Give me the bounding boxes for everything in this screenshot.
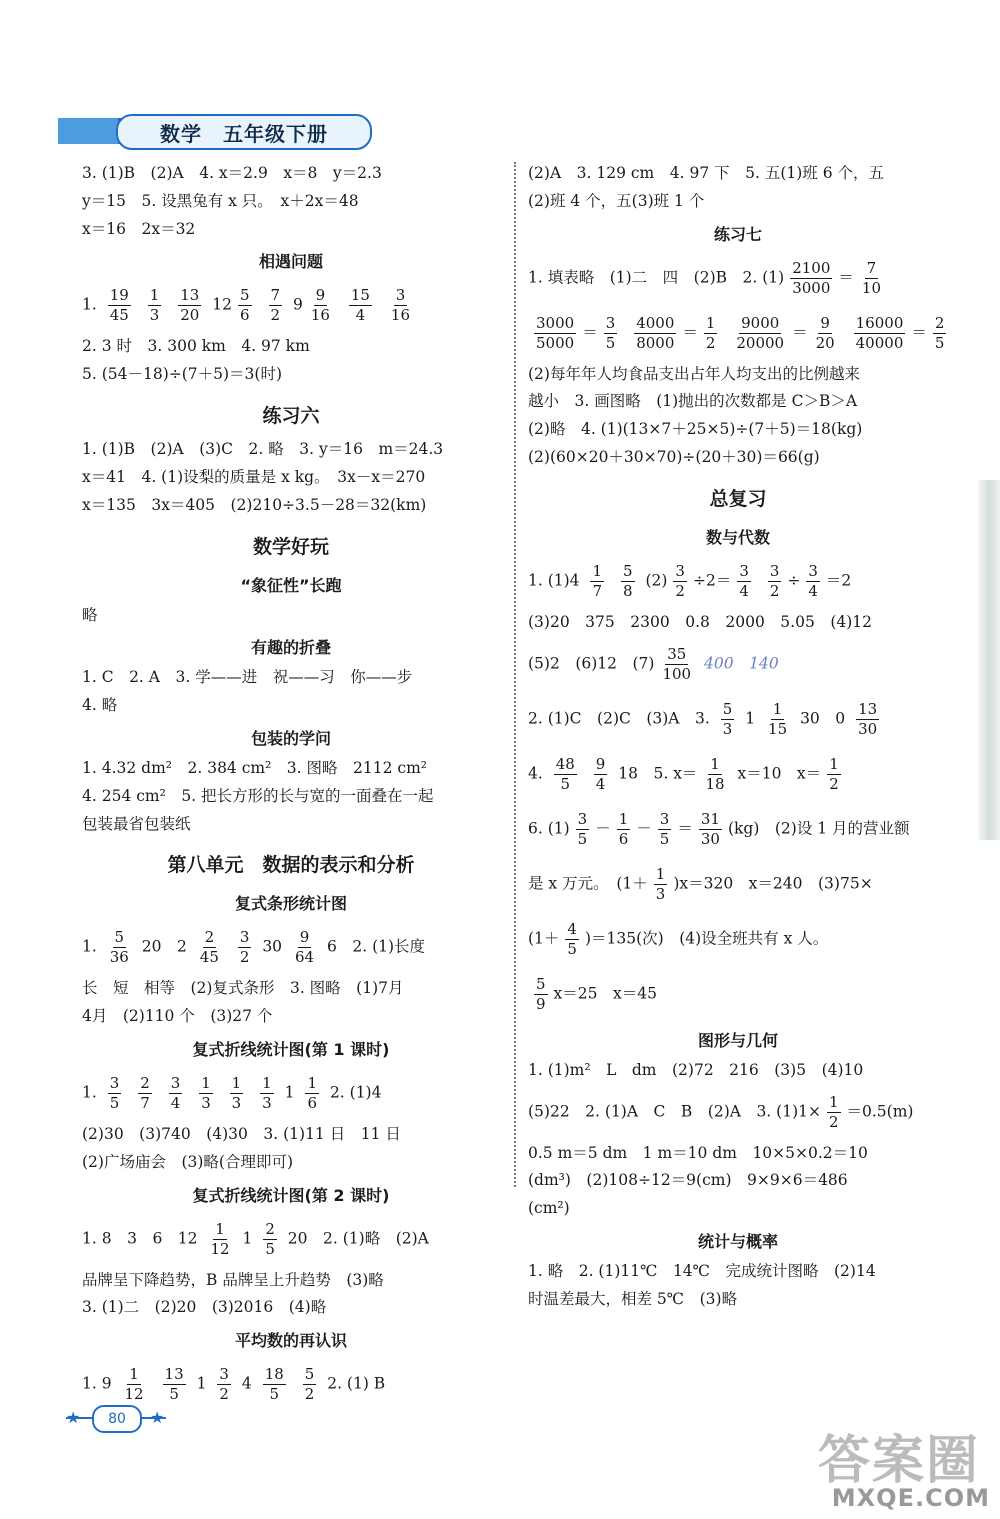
text-line (528, 747, 948, 802)
text-line: 4. 254 cm² 5. 把长方形的长与宽的一面叠在一起 (82, 786, 434, 805)
text-line: (2)略 4. (1)(13×7＋25×5)÷(7＋5)＝18(kg) (528, 420, 863, 439)
fraction: $\frac{16000}{40000}$ (855, 313, 904, 352)
value: 1. 填表略 (1)二 四 (2)B 2. (1) (528, 268, 785, 287)
value: (5)2 (6)12 (7) (528, 654, 655, 673)
fraction: $\frac{1}{3}$ (655, 864, 666, 903)
value: 1 (745, 709, 756, 728)
fraction: $\frac{3}{4}$ (170, 1074, 181, 1112)
fraction: $\frac{3}{5}$ (659, 809, 670, 848)
text-line: (2)每年年人均食品支出占年人均支出的比例越来 (528, 364, 860, 383)
fraction: $\frac{3}{16}$ (390, 286, 411, 325)
value: 9 (292, 295, 303, 314)
text-line (82, 1357, 500, 1412)
fraction: $\frac{1}{12}$ (124, 1365, 144, 1404)
section-heading: 复式折线统计图(第 1 课时) (192, 1040, 390, 1059)
value: x＝25 x＝45 (553, 984, 657, 1003)
fraction: $\frac{2}{5}$ (934, 313, 945, 352)
section-title: 数学好玩 (252, 535, 329, 558)
value: － (595, 819, 611, 838)
fraction: $\frac{18}{5}$ (264, 1365, 284, 1404)
text-line: 1. (1)B (2)A (3)C 2. 略 3. y＝16 m＝24.3 (82, 440, 444, 459)
text-line (82, 1066, 500, 1121)
text-line: (2)30 (3)740 (4)30 3. (1)11 日 11 日 (82, 1125, 401, 1143)
section-heading: 复式折线统计图(第 2 课时) (192, 1185, 390, 1205)
text-line: (2)广场庙会 (3)略(合理即可) (82, 1152, 294, 1171)
value: ÷ (787, 571, 801, 590)
text-line: 5. (54－18)÷(7＋5)＝3(时) (82, 365, 283, 384)
value: (kg) (2)设 1 月的营业额 (727, 819, 910, 838)
text-line: 长 短 相等 (2)复式条形 3. 图略 (1)7月 (82, 979, 404, 998)
text-line: 0.5 m＝5 dm 1 m＝10 dm 10×5×0.2＝10 (528, 1143, 868, 1162)
text-line: y＝15 5. 设黑兔有 x 只。 x＋2x＝48 (82, 191, 359, 210)
fraction: $\frac{5}{8}$ (622, 561, 633, 600)
fraction: $\frac{1}{3}$ (262, 1074, 272, 1112)
value: 6 2. (1)长度 (327, 937, 426, 956)
section-heading: 相遇问题 (258, 252, 323, 272)
section-heading: 图形与几何 (697, 1030, 778, 1050)
section-title: 练习六 (262, 405, 320, 428)
text-line: 包装最省包装纸 (82, 814, 191, 833)
fraction: $\frac{31}{30}$ (700, 809, 720, 848)
text-line: x＝135 3x＝405 (2)210÷3.5－28＝32(km) (82, 495, 427, 514)
fraction: $\frac{4000}{8000}$ (636, 313, 675, 352)
section-heading: 复式条形统计图 (234, 894, 347, 914)
fraction: $\frac{3}{2}$ (219, 1365, 229, 1404)
fraction: $\frac{5}{2}$ (304, 1365, 315, 1404)
value: )＝135(次) (4)设全班共有 x 人。 (584, 929, 829, 948)
text-line: 4. 略 (82, 696, 118, 715)
fraction: $\frac{1}{2}$ (828, 1092, 839, 1131)
text-line: 1. (1)m² L dm (2)72 216 (3)5 (4)10 (528, 1060, 864, 1079)
section-heading: 数与代数 (705, 527, 770, 547)
fraction: $\frac{35}{100}$ (662, 644, 692, 683)
value: 30 0 (800, 709, 846, 728)
fraction: $\frac{2}{5}$ (265, 1219, 275, 1258)
text-line: 4月 (2)110 个 (3)27 个 (82, 1007, 273, 1026)
section-title: 第八单元 数据的表示和分析 (167, 854, 415, 877)
text-line (528, 1085, 948, 1140)
value: 1. 9 (82, 1374, 112, 1393)
text-line: 品牌呈下降趋势，B 品牌呈上升趋势 (3)略 (82, 1270, 384, 1289)
fraction: $\frac{1}{3}$ (149, 286, 160, 325)
text-line (82, 1212, 500, 1267)
value: 2. (1) B (327, 1374, 386, 1393)
page-edge (978, 480, 1000, 840)
watermark-url: MXQE.COM (831, 1484, 990, 1512)
value: 1 (196, 1374, 207, 1393)
fraction: $\frac{1}{3}$ (201, 1074, 211, 1112)
text-line (528, 637, 948, 692)
fraction: $\frac{3}{4}$ (739, 561, 749, 600)
fraction: $\frac{5}{3}$ (722, 699, 733, 738)
header-title: 数学 五年级下册 (116, 114, 372, 150)
text-line: $\frac{3000}{5000}$ ＝ $\frac{3}{5}$ $\frac{4000}{8000}$ ＝ $\frac{1}{2}$ $\frac{9000}{20000}$ ＝ $\frac{9}{20}$ $\frac{16000}{40000}$ ＝ $\frac{2}{5}$ (536, 313, 945, 352)
fraction: $\frac{9}{4}$ (595, 754, 606, 793)
fraction: $\frac{3}{5}$ (109, 1074, 120, 1112)
text-line: (2)(60×20＋30×70)÷(20＋30)＝66(g) (528, 448, 820, 467)
fraction: $\frac{13}{30}$ (858, 699, 878, 738)
text-line: 略 (82, 605, 98, 624)
text-line (528, 912, 948, 967)
column-divider (514, 162, 516, 1187)
text-line: (dm³) (2)108÷12＝9(cm) 9×9×6＝486 (528, 1171, 848, 1190)
text-line: 1. 略 2. (1)11℃ 14℃ 完成统计图略 (2)14 (528, 1261, 876, 1280)
text-line: (cm²) (528, 1199, 570, 1218)
text-line: 3. (1)二 (2)20 (3)2016 (4)略 (82, 1298, 327, 1317)
fraction: $\frac{4}{5}$ (567, 919, 577, 958)
text-line (528, 802, 948, 857)
fraction: $\frac{1}{12}$ (210, 1219, 230, 1258)
value: 1 (242, 1229, 253, 1248)
fraction: $\frac{15}{4}$ (350, 286, 370, 325)
value: (5)22 2. (1)A C B (2)A 3. (1)1× (528, 1102, 821, 1120)
text-line: (2)班 4 个，五(3)班 1 个 (528, 191, 705, 210)
text-line (528, 967, 948, 1022)
value: 6. (1) (528, 819, 570, 838)
fraction: $\frac{3}{5}$ (577, 809, 588, 848)
fraction: $\frac{9}{16}$ (310, 286, 330, 325)
fraction: $\frac{3}{2}$ (769, 561, 780, 600)
value: 12 (212, 295, 233, 314)
watermark-logo: 答案圈 (817, 1431, 980, 1491)
value: 2. (1)4 (329, 1083, 382, 1102)
text-line: 1. 4.32 dm² 2. 384 cm² 3. 图略 2112 cm² (82, 758, 427, 777)
value: ＝ (677, 819, 693, 838)
fraction: $\frac{3}{4}$ (808, 561, 818, 600)
text-line: 2. 3 时 3. 300 km 4. 97 km (82, 337, 310, 356)
text-line: (2)A 3. 129 cm 4. 97 下 5. 五(1)班 6 个，五 (528, 164, 885, 182)
value: ÷2＝ (692, 571, 732, 590)
text-line: 3. (1)B (2)A 4. x＝2.9 x＝8 y＝2.3 (82, 164, 382, 182)
value: x＝10 x＝ (737, 764, 822, 783)
value: 18 5. x＝ (618, 764, 698, 783)
page-number: 80 (92, 1405, 142, 1433)
text-line: x＝41 4. (1)设梨的质量是 x kg。 3x－x＝270 (82, 467, 426, 486)
star-icon: ★ (66, 1408, 81, 1427)
fraction: $\frac{9000}{20000}$ (736, 313, 785, 352)
text-line: (3)20 375 2300 0.8 2000 5.05 (4)12 (528, 612, 872, 631)
value: (1＋ (528, 929, 560, 948)
fraction: $\frac{5}{6}$ (240, 286, 250, 325)
fraction: $\frac{1}{3}$ (231, 1074, 242, 1112)
text-line: x＝16 2x＝32 (82, 219, 196, 238)
fraction: $\frac{5}{9}$ (536, 974, 546, 1013)
fraction: $\frac{3000}{5000}$ (536, 313, 575, 352)
section-heading: “象征性”长跑 (240, 575, 342, 595)
fraction: $\frac{2}{7}$ (140, 1074, 150, 1112)
fraction: $\frac{9}{20}$ (815, 313, 835, 352)
section-title: 总复习 (709, 487, 767, 510)
text-line (528, 554, 948, 609)
fraction: $\frac{7}{2}$ (270, 286, 281, 325)
section-heading: 有趣的折叠 (250, 638, 331, 658)
value: 2. (1)C (2)C (3)A 3. (528, 709, 710, 728)
fraction: $\frac{3}{2}$ (239, 928, 250, 967)
value: (2) (645, 571, 668, 590)
fraction: $\frac{1}{7}$ (592, 561, 603, 600)
fraction: $\frac{1}{2}$ (705, 313, 716, 352)
fraction: $\frac{2100}{3000}$ (792, 258, 831, 297)
value: ＝2 (825, 571, 852, 590)
value: 30 (262, 937, 283, 956)
item-number: 1. (82, 937, 97, 956)
page-footer (66, 1405, 166, 1431)
handwritten-note: 400 140 (704, 654, 779, 673)
value: 20 2. (1)略 (2)A (287, 1229, 429, 1248)
value: － (636, 819, 652, 838)
fraction: $\frac{3}{5}$ (605, 313, 616, 352)
value: 是 x 万元。 (1＋ (528, 874, 648, 893)
fraction: $\frac{48}{5}$ (555, 754, 575, 793)
value: 4 (241, 1374, 252, 1393)
fraction: $\frac{1}{6}$ (307, 1074, 317, 1112)
star-icon: ★ (150, 1408, 165, 1427)
item-number: 1. (82, 295, 97, 314)
section-heading: 练习七 (713, 224, 762, 244)
text-line: 1. 填表略 (1)二 四 (2)B 2. (1) $\frac{2100}{3000}$ ＝ $\frac{7}{10}$ (528, 258, 881, 297)
section-heading: 平均数的再认识 (234, 1331, 347, 1351)
fraction: $\frac{19}{45}$ (109, 286, 129, 325)
left-column (82, 160, 500, 1412)
value: )x＝320 x＝240 (3)75× (673, 874, 873, 893)
text-line: 时温差最大，相差 5℃ (3)略 (528, 1289, 738, 1308)
text-line: 越小 3. 画图略 (1)抛出的次数都是 C＞B＞A (528, 392, 858, 411)
section-heading: 统计与概率 (697, 1231, 778, 1251)
section-heading: 包装的学问 (250, 728, 331, 748)
fraction: $\frac{1}{6}$ (618, 809, 629, 848)
page-header (58, 114, 342, 146)
fraction: $\frac{5}{36}$ (109, 928, 129, 967)
text-line (528, 857, 948, 912)
header-bar-accent (58, 118, 118, 144)
text-line: 1. C 2. A 3. 学——进 祝——习 你——步 (82, 668, 413, 687)
value: 1. 8 3 6 12 (82, 1229, 198, 1248)
value: 4. (528, 764, 543, 783)
text-line (82, 920, 500, 975)
fraction: $\frac{7}{10}$ (861, 258, 881, 297)
item-number: 1. (82, 1083, 97, 1102)
text-line (528, 692, 948, 747)
value: 1. (1)4 (528, 571, 580, 590)
fraction: $\frac{2}{45}$ (199, 928, 219, 967)
fraction: $\frac{13}{5}$ (164, 1365, 184, 1404)
fraction: $\frac{3}{2}$ (675, 561, 685, 600)
text-line (82, 278, 500, 333)
value: ＝0.5(m) (846, 1102, 914, 1120)
value: 20 2 (141, 937, 187, 956)
fraction: $\frac{1}{15}$ (768, 699, 788, 738)
value: 1 (284, 1083, 295, 1102)
fraction: $\frac{1}{2}$ (829, 754, 839, 793)
right-column (528, 160, 948, 1314)
fraction: $\frac{13}{20}$ (180, 286, 200, 325)
fraction: $\frac{9}{64}$ (294, 928, 315, 967)
fraction: $\frac{1}{18}$ (705, 754, 725, 793)
